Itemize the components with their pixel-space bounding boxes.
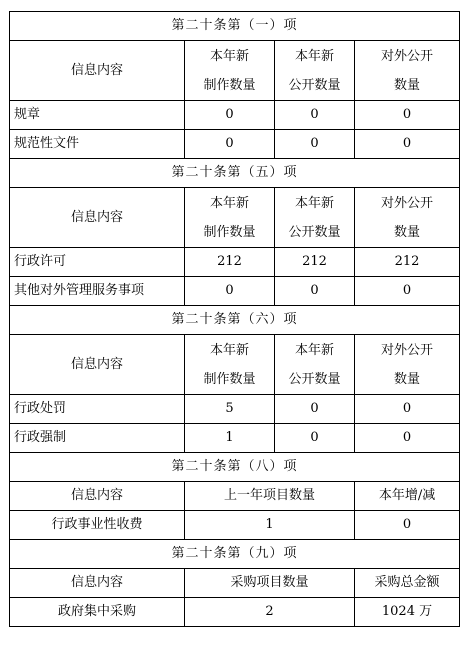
row-value: 0 xyxy=(185,130,275,159)
col-header-public-total xyxy=(355,41,460,101)
section-title-row xyxy=(10,12,460,41)
row-value: 0 xyxy=(355,395,460,424)
table-row xyxy=(10,248,460,277)
row-value: 0 xyxy=(275,395,355,424)
col-header-info: 信息内容 xyxy=(10,41,185,101)
row-label: 规范性文件 xyxy=(10,130,185,159)
row-value: 0 xyxy=(275,424,355,453)
row-label: 其他对外管理服务事项 xyxy=(10,277,185,306)
row-value: 1024 万 xyxy=(355,598,460,627)
col-header-text: 对外公开 数量 xyxy=(381,195,434,240)
col-header-new-made xyxy=(185,335,275,395)
row-value: 1 xyxy=(185,424,275,453)
table-row xyxy=(10,598,460,627)
row-label: 政府集中采购 xyxy=(10,598,185,627)
col-header-info: 信息内容 xyxy=(10,335,185,395)
disclosure-table-page xyxy=(9,11,459,627)
col-header-info: 信息内容 xyxy=(10,569,185,598)
section-title-row xyxy=(10,540,460,569)
col-header-text: 本年新 制作数量 xyxy=(203,195,256,240)
row-value: 212 xyxy=(355,248,460,277)
col-header-purchase-amount: 采购总金额 xyxy=(355,569,460,598)
row-value: 0 xyxy=(275,130,355,159)
row-value: 0 xyxy=(355,511,460,540)
column-header-row xyxy=(10,482,460,511)
section-title-row xyxy=(10,306,460,335)
table-row xyxy=(10,101,460,130)
col-header-change: 本年增/减 xyxy=(355,482,460,511)
table-row xyxy=(10,277,460,306)
col-header-text: 本年新 公开数量 xyxy=(288,342,341,387)
column-header-row xyxy=(10,188,460,248)
row-label: 规章 xyxy=(10,101,185,130)
row-value: 0 xyxy=(355,130,460,159)
col-header-text: 本年新 公开数量 xyxy=(288,48,341,93)
col-header-public-total xyxy=(355,188,460,248)
row-value: 2 xyxy=(185,598,355,627)
col-header-new-made xyxy=(185,41,275,101)
section-title: 第二十条第（九）项 xyxy=(10,540,460,569)
col-header-prev-year-count: 上一年项目数量 xyxy=(185,482,355,511)
row-value: 0 xyxy=(355,101,460,130)
row-label: 行政处罚 xyxy=(10,395,185,424)
col-header-info: 信息内容 xyxy=(10,482,185,511)
section-title: 第二十条第（一）项 xyxy=(10,12,460,41)
row-label: 行政事业性收费 xyxy=(10,511,185,540)
row-value: 5 xyxy=(185,395,275,424)
row-value: 0 xyxy=(355,424,460,453)
col-header-info: 信息内容 xyxy=(10,188,185,248)
col-header-text: 对外公开 数量 xyxy=(381,48,434,93)
column-header-row xyxy=(10,569,460,598)
col-header-text: 对外公开 数量 xyxy=(381,342,434,387)
col-header-purchase-count: 采购项目数量 xyxy=(185,569,355,598)
column-header-row xyxy=(10,335,460,395)
row-label: 行政强制 xyxy=(10,424,185,453)
section-title: 第二十条第（八）项 xyxy=(10,453,460,482)
col-header-new-public xyxy=(275,41,355,101)
row-value: 0 xyxy=(185,277,275,306)
table-row xyxy=(10,424,460,453)
row-value: 0 xyxy=(275,101,355,130)
row-value: 212 xyxy=(185,248,275,277)
col-header-text: 本年新 公开数量 xyxy=(288,195,341,240)
row-value: 0 xyxy=(355,277,460,306)
row-value: 1 xyxy=(185,511,355,540)
disclosure-table xyxy=(9,11,460,627)
table-row xyxy=(10,395,460,424)
section-title: 第二十条第（五）项 xyxy=(10,159,460,188)
section-title: 第二十条第（六）项 xyxy=(10,306,460,335)
col-header-public-total xyxy=(355,335,460,395)
col-header-new-public xyxy=(275,188,355,248)
col-header-new-public xyxy=(275,335,355,395)
col-header-new-made xyxy=(185,188,275,248)
row-label: 行政许可 xyxy=(10,248,185,277)
col-header-text: 本年新 制作数量 xyxy=(203,48,256,93)
row-value: 0 xyxy=(275,277,355,306)
section-title-row xyxy=(10,453,460,482)
col-header-text: 本年新 制作数量 xyxy=(203,342,256,387)
table-row xyxy=(10,511,460,540)
column-header-row xyxy=(10,41,460,101)
row-value: 0 xyxy=(185,101,275,130)
row-value: 212 xyxy=(275,248,355,277)
table-row xyxy=(10,130,460,159)
section-title-row xyxy=(10,159,460,188)
